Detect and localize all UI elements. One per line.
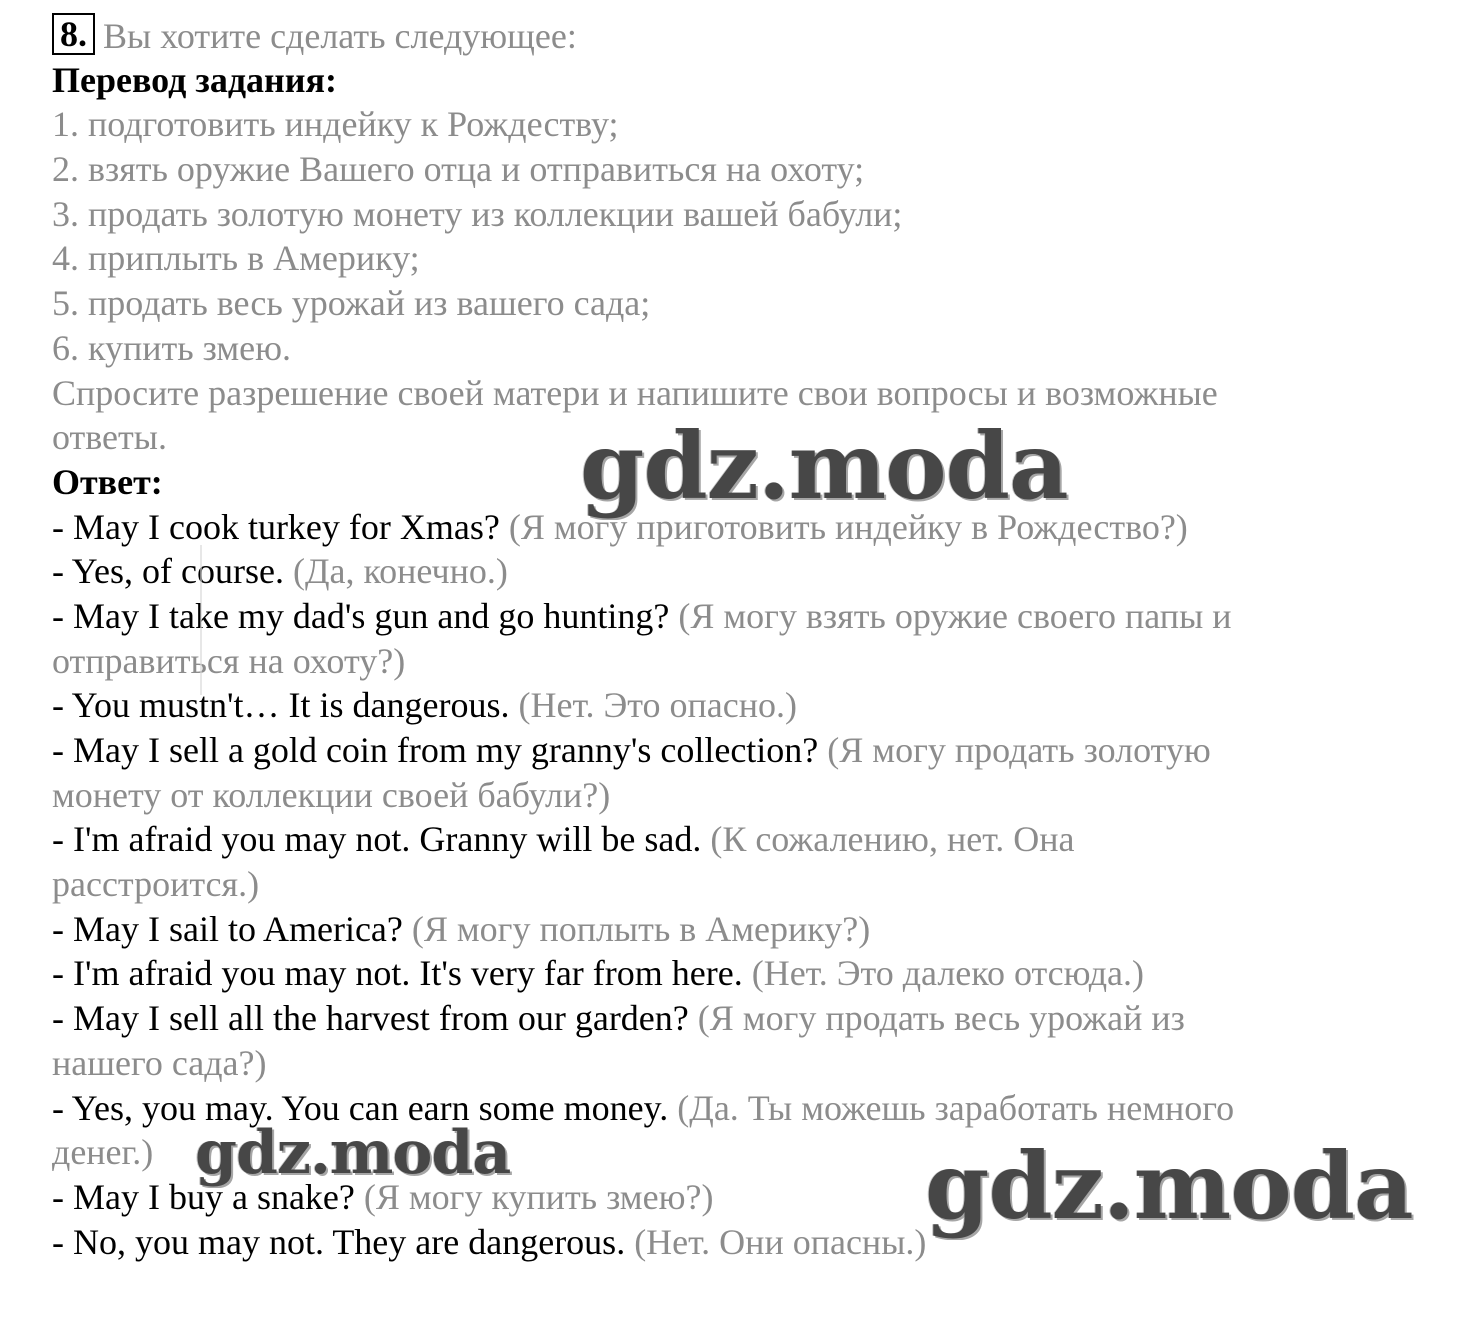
task-item-5: 5. продать весь урожай из вашего сада; [52, 283, 651, 324]
answer-russian: (Я могу продать золотую [827, 730, 1211, 770]
answer-english: - May I sell all the harvest from our garden? [52, 998, 689, 1039]
answer-line [52, 728, 1452, 773]
answer-russian: (Да, конечно.) [292, 551, 508, 592]
answer-line [52, 996, 1452, 1041]
answer-english: - No, you may not. They are dangerous. [52, 1221, 626, 1262]
answer-english: - May I buy a snake? [52, 1176, 355, 1217]
answer-english: - May I sell a gold coin from my granny's collection? [52, 730, 819, 770]
watermark-logo: gdz.moda [195, 1118, 511, 1188]
translation-heading: Перевод задания: [52, 59, 337, 100]
task-item-6: 6. купить змею. [52, 327, 292, 368]
answer-english: - You mustn't… It is dangerous. [52, 685, 510, 726]
task-intro: Вы хотите сделать следующее: [103, 16, 577, 56]
task-item-1: 1. подготовить индейку к Рождеству; [52, 104, 619, 145]
task-item-2: 2. взять оружие Вашего отца и отправиться на охоту; [52, 149, 865, 190]
answer-russian: (Я могу купить змею?) [363, 1176, 714, 1217]
answer-russian: (Я могу продать весь урожай из [697, 998, 1185, 1039]
answer-english: - Yes, of course. [52, 551, 284, 592]
answer-russian: (Я могу поплыть в Америку?) [411, 908, 871, 949]
task-number-box: 8. [52, 13, 95, 55]
answer-russian: расстроится.) [52, 864, 260, 905]
answer-russian: (Нет. Это далеко отсюда.) [751, 953, 1144, 994]
answer-russian: (Да. Ты можешь заработать немного [677, 1087, 1235, 1128]
answer-line [52, 951, 1452, 996]
watermark-logo: gdz.moda [925, 1132, 1413, 1240]
answer-english: - I'm afraid you may not. It's very far from here. [52, 953, 743, 994]
task-item-3: 3. продать золотую монету из коллекции вашей бабули; [52, 193, 903, 234]
answer-russian: (Нет. Это опасно.) [518, 685, 798, 726]
answer-line [52, 1041, 1452, 1086]
faint-background-mark [200, 545, 702, 695]
answer-russian: отправиться на охоту?) [52, 640, 406, 681]
answer-line [52, 862, 1452, 907]
answer-russian: монету от коллекции своей бабули?) [52, 774, 611, 815]
answer-russian: (Я могу приготовить индейку в Рождество?) [508, 506, 1188, 547]
answer-russian: нашего сада?) [52, 1042, 267, 1083]
task-header [52, 13, 1452, 58]
answer-russian: (Я могу взять оружие своего папы и [678, 595, 1232, 636]
answer-heading: Ответ: [52, 461, 163, 502]
answer-english: - May I take my dad's gun and go hunting? [52, 595, 670, 636]
answer-english: - May I cook turkey for Xmas? [52, 506, 500, 547]
instruction-line-2: ответы. [52, 417, 167, 458]
answer-russian: (К сожалению, нет. Она [710, 819, 1075, 860]
answer-english: - I'm afraid you may not. Granny will be sad. [52, 819, 702, 860]
answer-english: - May I sail to America? [52, 908, 403, 949]
answer-russian: денег.) [52, 1132, 154, 1173]
task-item-4: 4. приплыть в Америку; [52, 238, 420, 279]
answer-line [52, 773, 1452, 818]
answer-english: - Yes, you may. You can earn some money. [52, 1087, 669, 1128]
instruction-line-1: Спросите разрешение своей матери и напишите свои вопросы и возможные [52, 372, 1218, 413]
answer-russian: (Нет. Они опасны.) [634, 1221, 927, 1262]
watermark-logo: gdz.moda [580, 412, 1068, 520]
answer-line [52, 907, 1452, 952]
answer-line [52, 817, 1452, 862]
